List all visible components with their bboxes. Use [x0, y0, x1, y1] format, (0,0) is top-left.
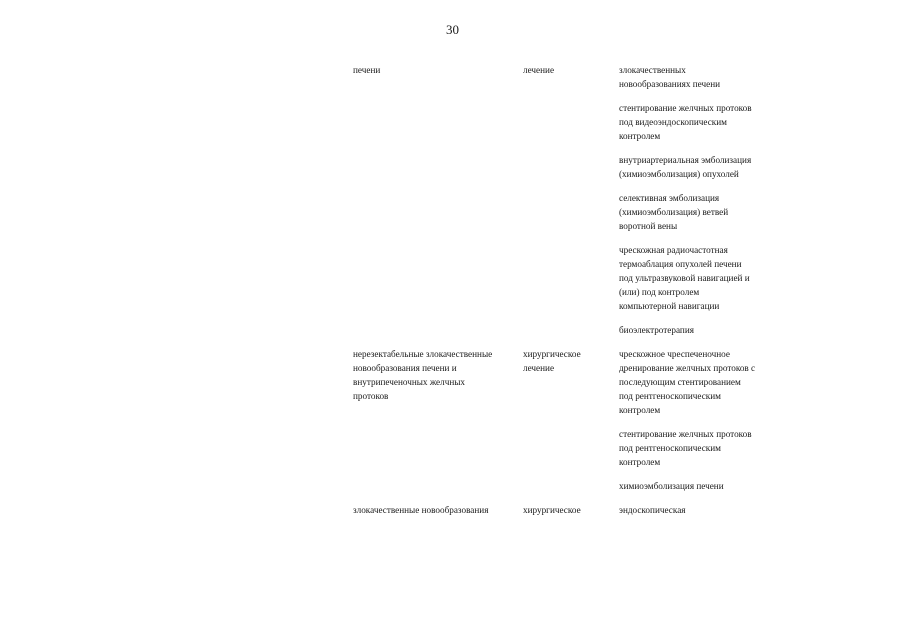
treatment-table: [353, 63, 793, 527]
treatment-type-text: лечение: [523, 65, 555, 75]
methods-cell: [619, 63, 793, 337]
table-row: [353, 63, 793, 337]
table-row: [353, 503, 793, 517]
table-row: [353, 347, 793, 493]
diagnosis-text: нерезектабельные злокачественные новообразования печени и внутрипеченочных желчных протоков: [353, 349, 493, 401]
method-item: селективная эмболизация (химиоэмболизация) ветвей воротной вены: [619, 193, 729, 231]
methods-cell: [619, 347, 793, 493]
diagnosis-cell: [353, 503, 523, 517]
method-item: чрескожная радиочастотная термоаблация опухолей печени под ультразвуковой навигацией и (или) под контролем компьютерной навигации: [619, 245, 750, 311]
treatment-type-cell: [523, 503, 619, 517]
treatment-type-cell: [523, 63, 619, 77]
method-item: химиоэмболизация печени: [619, 481, 724, 491]
method-item: чрескожное чреспеченочное дренирование желчных протоков с последующим стентированием под рентгеноскопическим контролем: [619, 349, 756, 415]
method-item: биоэлектротерапия: [619, 325, 694, 335]
method-item: эндоскопическая: [619, 505, 686, 515]
treatment-type-cell: [523, 347, 619, 375]
diagnosis-text: печени: [353, 65, 381, 75]
method-item: злокачественных новообразованиях печени: [619, 65, 721, 89]
diagnosis-text: злокачественные новообразования: [353, 505, 489, 515]
diagnosis-cell: [353, 63, 523, 77]
page-number: 30: [446, 22, 459, 37]
methods-cell: [619, 503, 793, 517]
method-item: стентирование желчных протоков под видеоэндоскопическим контролем: [619, 103, 752, 141]
method-item: внутриартериальная эмболизация (химиоэмболизация) опухолей: [619, 155, 752, 179]
diagnosis-cell: [353, 347, 523, 403]
treatment-type-text: хирургическое лечение: [523, 349, 581, 373]
method-item: стентирование желчных протоков под рентгеноскопическим контролем: [619, 429, 752, 467]
treatment-type-text: хирургическое: [523, 505, 581, 515]
